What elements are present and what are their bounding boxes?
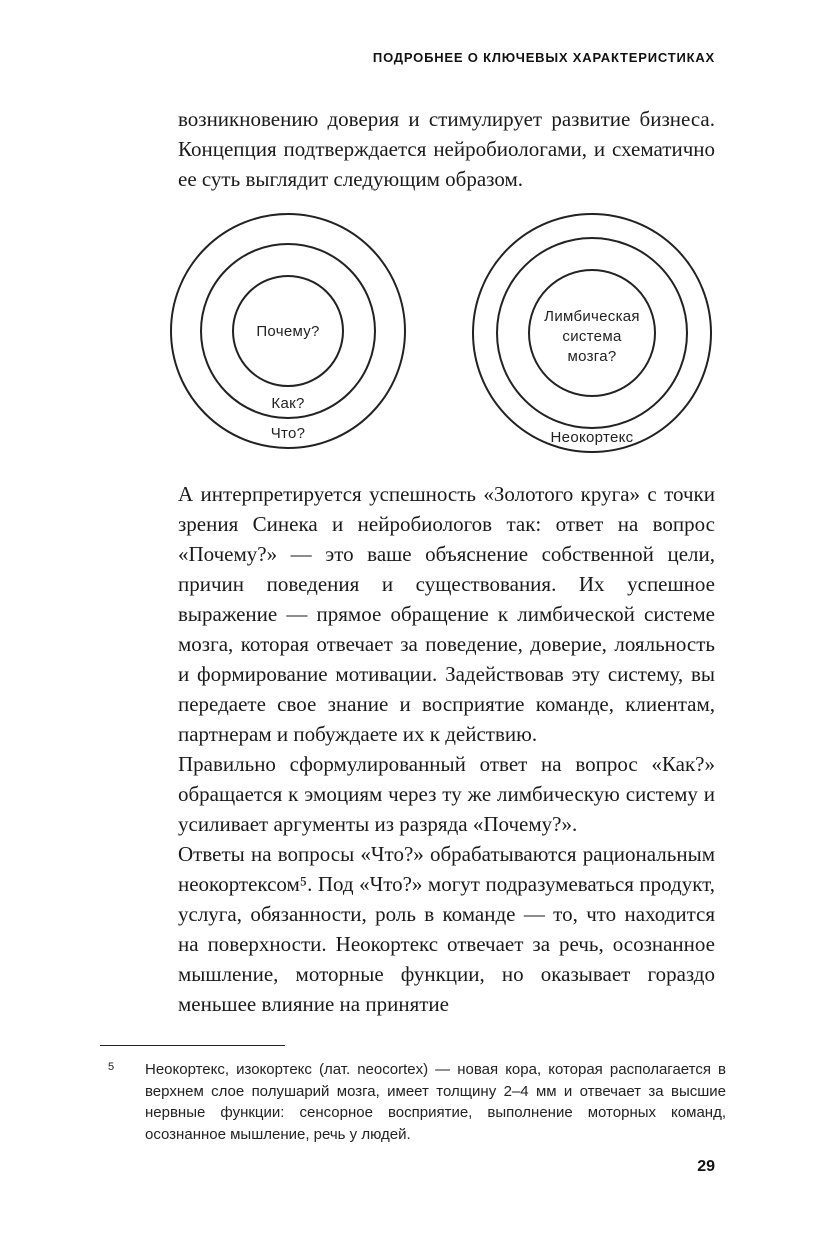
golden-circle-diagrams	[170, 213, 712, 455]
footnote-marker: 5	[108, 1061, 115, 1073]
what-label: Что?	[270, 425, 306, 442]
body-paragraph: А интерпретируется успешность «Золотого круга» с точки зрения Синека и нейробиологов так: ответ на вопрос «Почему?» — это ваше объяснение собственной цели, причин поведения и существования. Их успешное выражение — прямое обращение к лимбической системе мозга, которая отвечает за поведение, доверие, лояльность и формирование мотивации. Задействовав эту систему, вы передаете свое знание и восприятие команде, клиентам, партнерам и побуждаете их к действию.	[178, 482, 715, 746]
golden-circle-diagram	[170, 213, 406, 453]
brain-circle-diagram	[472, 213, 712, 453]
why-label: Почему?	[256, 323, 320, 340]
main-text	[178, 479, 715, 1019]
limbic-system-label: Лимбическая система мозга?	[544, 308, 640, 365]
footnote-separator	[100, 1045, 285, 1046]
running-header: ПОДРОБНЕЕ О КЛЮЧЕВЫХ ХАРАКТЕРИСТИКАХ	[372, 50, 715, 65]
intro-block	[178, 104, 715, 194]
body-paragraph: Ответы на вопросы «Что?» обрабатываются рациональным неокортексом⁵. Под «Что?» могут подразумеваться продукт, услуга, обязанности, роль в команде — то, что находится на поверхности. Неокортекс отвечает за речь, осознанное мышление, моторные функции, но оказывает гораздо меньшее влияние на принятие	[178, 842, 715, 1016]
body-paragraph: Правильно сформулированный ответ на вопрос «Как?» обращается к эмоциям через ту же лимбическую систему и усиливает аргументы из разряда «Почему?».	[178, 752, 715, 836]
footnote-area	[100, 1045, 726, 1145]
neocortex-label: Неокортекс	[550, 429, 634, 446]
how-label: Как?	[271, 395, 305, 412]
footnote	[100, 1059, 726, 1145]
intro-paragraph: возникновению доверия и стимулирует развитие бизнеса. Концепция подтверждается нейробиологами, и схематично ее суть выглядит следующим образом.	[178, 107, 715, 191]
footnote-text: Неокортекс, изокортекс (лат. neocortex) — новая кора, которая располагается в верхнем слое полушарий мозга, имеет толщину 2–4 мм и отвечает за высшие нервные функции: сенсорное восприятие, выполнение моторных команд, осознанное мышление, речь у людей.	[145, 1061, 726, 1143]
page-number: 29	[697, 1158, 715, 1175]
